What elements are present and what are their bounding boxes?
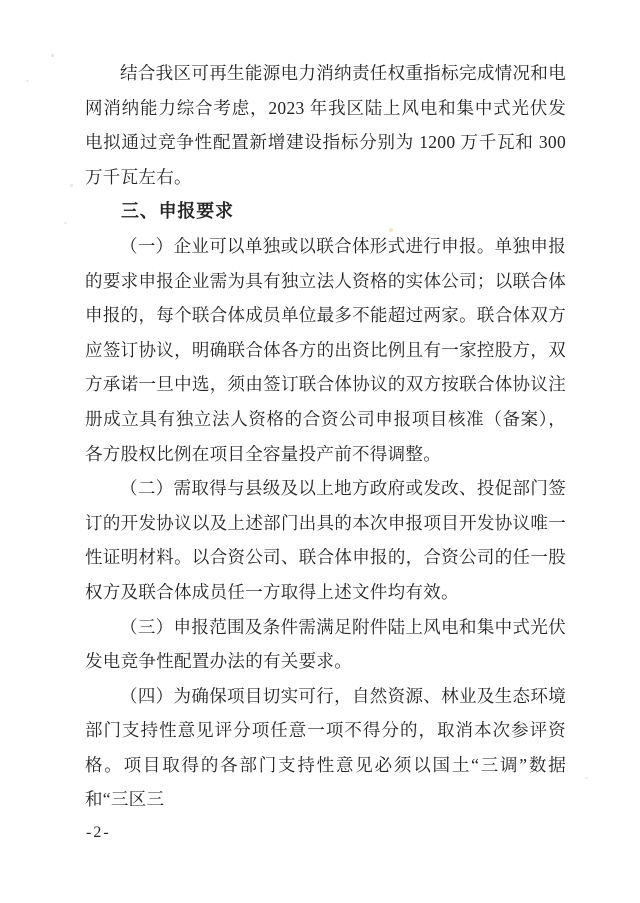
paragraph-item-2: （二）需取得与县级及以上地方政府或发改、投促部门签订的开发协议以及上述部门出具的本次申报项目开发协议唯一性证明材料。以合资公司、联合体申报的，合资公司的任一股权方及联合体成员任一方取得上述文件均有效。 [85, 478, 566, 602]
paragraph-item-4: （四）为确保项目切实可行，自然资源、林业及生态环境部门支持性意见评分项任意一项不得分的，取消本次参评资格。项目取得的各部门支持性意见必须以国土“三调”数据和“三区三 [85, 685, 566, 810]
paragraph-intro: 结合我区可再生能源电力消纳责任权重指标完成情况和电网消纳能力综合考虑，2023 年我区陆上风电和集中式光伏发电拟通过竞争性配置新增建设指标分别为 1200 万千瓦和 300 万千瓦左右。 [85, 63, 566, 187]
scan-speckle [70, 184, 73, 187]
paragraph-item-3: （三）申报范围及条件需满足附件陆上风电和集中式光伏发电竞争性配置办法的有关要求。 [85, 616, 566, 672]
document-body [85, 56, 566, 817]
paragraph-item-1: （一）企业可以单独或以联合体形式进行申报。单独申报的要求申报企业需为具有独立法人资格的实体公司；以联合体申报的，每个联合体成员单位最多不能超过两家。联合体双方应签订协议，明确联合体各方的出资比例且有一家控股方，双方承诺一旦中选，须由签订联合体协议的双方按联合体协议注册成立具有独立法人资格的合资公司申报项目核准（备案），各方股权比例在项目全容量投产前不得调整。 [85, 235, 566, 464]
scan-speckle [585, 777, 588, 779]
scan-speckle [64, 222, 67, 224]
page-number: -2- [86, 824, 111, 841]
scan-speckle [51, 54, 54, 57]
section-heading-3: 三、申报要求 [121, 201, 234, 222]
scan-speckle [26, 80, 29, 82]
